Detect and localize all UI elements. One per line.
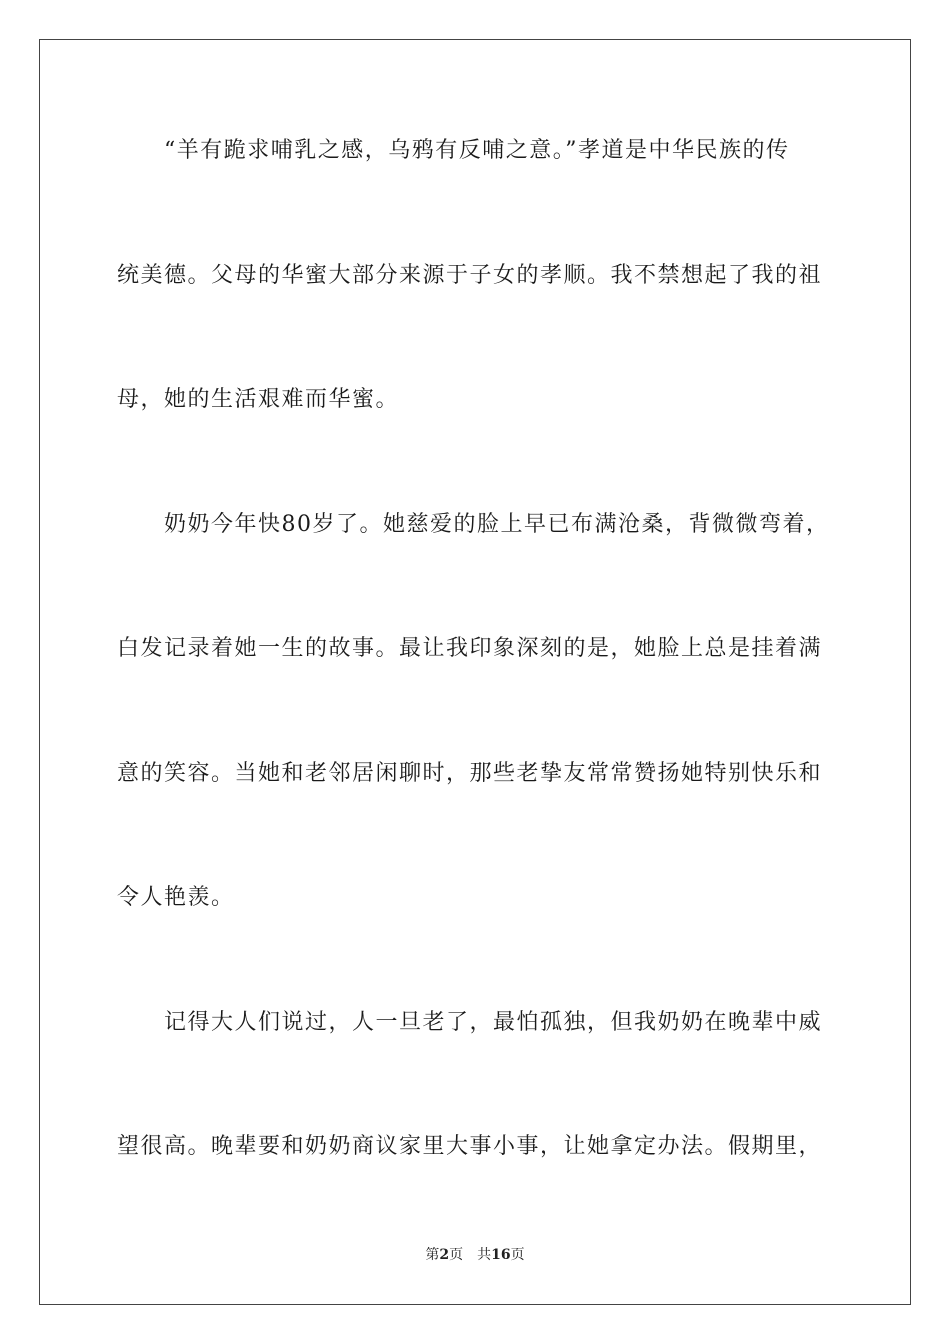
paragraph-1-line-3: 母，她的生活艰难而华蜜。 (117, 387, 400, 412)
paragraph-2-line-3: 意的笑容。当她和老邻居闲聊时，那些老挚友常常赞扬她特别快乐和 (117, 761, 823, 786)
paragraph-3-line-1: 记得大人们说过，人一旦老了，最怕孤独，但我奶奶在晚辈中威 (164, 1010, 823, 1035)
page-border (39, 39, 911, 1305)
paragraph-2-line-2: 白发记录着她一生的故事。最让我印象深刻的是，她脸上总是挂着满 (117, 636, 823, 661)
page-footer (0, 1246, 950, 1264)
paragraph-1-line-2: 统美德。父母的华蜜大部分来源于子女的孝顺。我不禁想起了我的祖 (117, 263, 823, 288)
page-prefix: 第 (425, 1247, 440, 1263)
paragraph-2-line-4: 令人艳羡。 (117, 885, 235, 910)
total-suffix: 页 (510, 1247, 525, 1263)
page-number: 2 (439, 1247, 450, 1263)
paragraph-2-line-1: 奶奶今年快80岁了。她慈爱的脸上早已布满沧桑，背微微弯着， (164, 512, 830, 537)
page-suffix: 页 (449, 1247, 464, 1263)
total-prefix: 共 (477, 1247, 492, 1263)
total-pages: 16 (491, 1247, 511, 1263)
paragraph-3-line-2: 望很高。晚辈要和奶奶商议家里大事小事，让她拿定办法。假期里， (117, 1134, 823, 1159)
paragraph-1-line-1: “羊有跪求哺乳之感，乌鸦有反哺之意。”孝道是中华民族的传 (164, 138, 790, 163)
